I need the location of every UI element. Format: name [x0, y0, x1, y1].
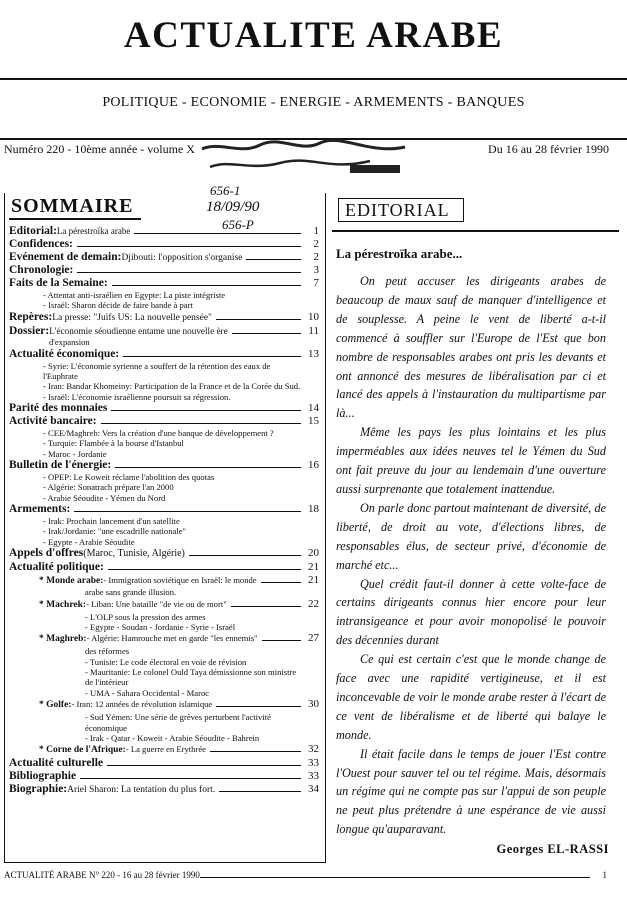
masthead-rule-top: [0, 78, 627, 80]
handwritten-line-3: 656-P: [222, 217, 254, 232]
editorial-section-title: EDITORIAL: [345, 200, 450, 220]
toc-entry-golfe: * Golfe: - Iran: 12 années de révolution islamique 30: [39, 698, 319, 711]
toc-subitem: - Irak: Prochain lancement d'un satellite: [43, 515, 180, 526]
handwritten-line-1: 656-1: [210, 183, 241, 198]
toc-entry-machrek: * Machrek: - Liban: Une bataille "de vie ou de mort" 22: [39, 597, 319, 610]
sommaire-title: SOMMAIRE: [11, 195, 134, 217]
editorial-paragraph: Il était facile dans le temps de jouer l'Est contre l'Ouest pour sauver tel ou tel régime. Mais, désormais un régime qui ne compte pas sur l'appui de son peuple ne peut plus prétendre à une espérance de vie aussi longue qu'auparavant.: [336, 746, 606, 837]
toc-subitem: - Irak - Qatar - Koweit - Arabie Séoudite - Bahrein: [85, 732, 260, 743]
toc-subitem: - L'OLP sous la pression des armes: [85, 611, 206, 622]
editorial-body: [336, 272, 606, 839]
toc-entry-bancaire: Activité bancaire: 15: [9, 415, 319, 428]
toc-subitem: - Tunisie: Le code électoral en voie de révision: [85, 656, 247, 667]
toc-subitem: - Irak/Jordanie: "une escadrille nationale": [43, 526, 187, 537]
editorial-header-box: [338, 198, 464, 222]
toc-entry-culturelle: Actualité culturelle 33: [9, 757, 319, 770]
toc-subitem: - Syrie: L'économie syrienne a souffert de la rétention des eaux de l'Euphrate: [43, 360, 271, 381]
toc-subitem: - Maroc - Jordanie: [43, 448, 107, 459]
toc-entry-appels: Appels d'offres (Maroc, Tunisie, Algérie) 20: [9, 547, 319, 560]
handwritten-line-2: 18/09/90: [206, 199, 260, 215]
toc-subitem: - OPEP: Le Koweit réclame l'abolition des quotas: [43, 471, 215, 482]
toc-entry-monde-arabe: * Monde arabe: - Immigration soviétique en Israël: le monde 21: [39, 573, 319, 586]
toc-entry-editorial: Editorial: La pérestroïka arabe 1: [9, 225, 319, 237]
toc-subitem: - Turquie: Flambée à la bourse d'Istanbul: [43, 438, 184, 449]
editorial-paragraph: Quel crédit faut-il donner à cette volte-face de certains dirigeants connus hier encore pour leur intransigeance et pour avoir monopolisé le pouvoir des décennies durant: [336, 576, 606, 648]
masthead-subtitle: POLITIQUE - ECONOMIE - ENERGIE - ARMEMENTS - BANQUES: [102, 95, 525, 110]
issue-number: Numéro 220 - 10ème année - volume X: [4, 142, 195, 156]
toc-subitem: - Egypte - Arabie Séoudite: [43, 536, 135, 547]
toc-subitem: - Mauritanie: Le colonel Ould Taya démissionne son ministre de l'intérieur: [85, 667, 297, 688]
toc-entry-corne: * Corne de l'Afrique: - La guerre en Erythrée 32: [39, 743, 319, 756]
page-number: 1: [602, 870, 607, 880]
editorial-headline: La pérestroïka arabe...: [336, 246, 463, 261]
toc-list: [9, 225, 319, 797]
toc-subitem: - Israël: L'économie israélienne poursuit sa régression.: [43, 391, 231, 402]
toc-entry-maghreb: * Maghreb: - Algérie: Hamrouche met en garde "les ennemis" 27: [39, 632, 319, 645]
toc-subitem: - Attentat anti-israélien en Egypte: La piste intégriste: [43, 289, 226, 300]
footer-issue: ACTUALITÉ ARABE N° 220 - 16 au 28 février 1990: [4, 870, 200, 880]
sommaire-underline: [9, 218, 141, 220]
toc-entry-reperes: Repères: La presse: "Juifs US: La nouvelle pensée" 10: [9, 310, 319, 323]
footer-rule: [200, 877, 590, 878]
toc-subitem: - UMA - Sahara Occidental - Maroc: [85, 687, 210, 698]
toc-subitem: - Algérie: Sonatrach prépare l'an 2000: [43, 482, 174, 493]
editorial-paragraph: Ce qui est certain c'est que le monde change de face avec une rapidité vertigineuse, et il est inconcevable de voir le monde arabe rester à l'écart de ce vent de libéralisme et de liberté qui balaye le monde.: [336, 652, 606, 742]
stamp-scribble: [200, 137, 410, 177]
editorial-byline: Georges EL-RASSI: [496, 842, 609, 856]
toc-entry-actualite-politique: Actualité politique: 21: [9, 560, 319, 573]
sommaire-box: [4, 193, 326, 863]
toc-entry-energie: Bulletin de l'énergie: 16: [9, 459, 319, 472]
toc-entry-chronologie: Chronologie: 3: [9, 264, 319, 277]
toc-subitem: - Arabie Séoudite - Yémen du Nord: [43, 492, 166, 503]
toc-continuation: arabe sans grande illusion.: [85, 587, 177, 598]
editorial-rule: [332, 230, 619, 232]
toc-entry-dossier: Dossier: L'économie séoudienne entame une nouvelle ère 11: [9, 324, 319, 337]
toc-entry-evenement: Evénement de demain: Djibouti: l'opposition s'organise 2: [9, 250, 319, 263]
toc-subitem: - Sud Yémen: Une série de grèves perturbent l'activité économique: [85, 712, 271, 733]
toc-entry-armements: Armements: 18: [9, 503, 319, 516]
editorial-paragraph: On peut accuser les dirigeants arabes de beaucoup de maux sauf de manquer d'intelligence et de souplesse. A peine le vent de liberté a-t-il commencé à souffler sur l'Europe de l'Est que bon nombre de responsables arabes ont pris les devants et ont annoncé des mesures de libéralisation par ci et lancé des appels à l'instauration du multipartisme par là...: [336, 274, 606, 421]
toc-entry-faits: Faits de la Semaine: 7: [9, 277, 319, 290]
toc-entry-parite: Parité des monnaies 14: [9, 402, 319, 415]
editorial-paragraph: Même les pays les plus lointains et les plus imperméables aux idées neuves tel le Yémen du Sud ont fait preuve du jour au lendemain d'une ouverture aussi surprenante que totalement inattendue.: [336, 425, 606, 496]
toc-subitem: - Israël: Sharon décide de faire bande à part: [43, 300, 193, 311]
toc-entry-biographie: Biographie: Ariel Sharon: La tentation du plus fort. 34: [9, 782, 319, 795]
toc-subitem: - Egypte - Soudan - Jordanie - Syrie - Israël: [85, 622, 236, 633]
toc-entry-bibliographie: Bibliographie 33: [9, 769, 319, 782]
issue-date: Du 16 au 28 février 1990: [488, 142, 609, 156]
masthead-title: ACTUALITE ARABE: [123, 15, 504, 56]
toc-continuation: d'expansion: [49, 337, 90, 348]
toc-continuation: des réformes: [85, 646, 130, 657]
toc-entry-actualite-economique: Actualité économique: 13: [9, 347, 319, 360]
toc-entry-confidences: Confidences: 2: [9, 237, 319, 250]
toc-subitem: - CEE/Maghreb: Vers la création d'une banque de développement ?: [43, 427, 274, 438]
toc-subitem: - Iran: Bandar Khomeiny: Participation de la France et de la Corée du Sud.: [43, 381, 301, 392]
editorial-paragraph: On parle donc partout maintenant de diversité, de liberté, de droit au vote, d'élections libres, de responsables élus, de secteur privé, d'économie de marché etc...: [336, 500, 606, 572]
